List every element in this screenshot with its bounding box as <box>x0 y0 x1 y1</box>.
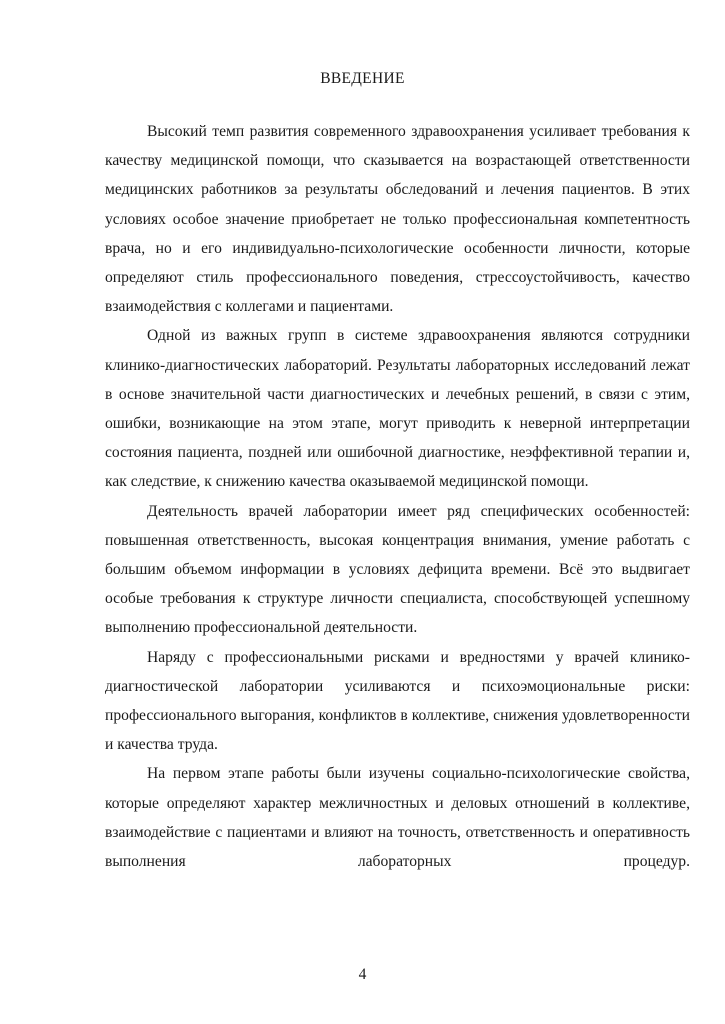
paragraph-1: Высокий темп развития современного здравоохранения усиливает требования к качеству медицинской помощи, что сказывается на возрастающей ответственности медицинских работников за результаты обследований и лечения пациентов. В этих условиях особое значение приобретает не только профессиональная компетентность врача, но и его индивидуально-психологические особенности личности, которые определяют стиль профессионального поведения, стрессоустойчивость, качество взаимодействия с коллегами и пациентами. <box>105 123 690 316</box>
paragraph-2: Одной из важных групп в системе здравоохранения являются сотрудники клинико-диагностических лабораторий. Результаты лабораторных исследований лежат в основе значительной части диагностических и лечебных решений, в связи с этим, ошибки, возникающие на этом этапе, могут приводить к неверной интерпретации состояния пациента, поздней или ошибочной диагностике, неэффективной терапии и, как следствие, к снижению качества оказываемой медицинской помощи. <box>105 327 690 491</box>
page-title: ВВЕДЕНИЕ <box>320 70 405 87</box>
paragraph-5: На первом этапе работы были изучены социально-психологические свойства, которые определяют характер межличностных и деловых отношений в коллективе, взаимодействие с пациентами и влияют на точность, ответственность и оперативность выполнения лабораторных процедур. <box>105 765 690 871</box>
paragraph-4: Наряду с профессиональными рисками и вредностями у врачей клинико-диагностической лаборатории усиливаются и психоэмоциональные риски: профессионального выгорания, конфликтов в коллективе, снижения удовлетворенности и качества труда. <box>105 648 690 754</box>
page-number: 4 <box>358 966 367 983</box>
body-text <box>105 117 690 876</box>
paragraph-3: Деятельность врачей лаборатории имеет ряд специфических особенностей: повышенная ответственность, высокая концентрация внимания, умение работать с большим объемом информации в условиях дефицита времени. Всё это выдвигает особые требования к структуре личности специалиста, способствующей успешному выполнению профессиональной деятельности. <box>105 502 690 637</box>
